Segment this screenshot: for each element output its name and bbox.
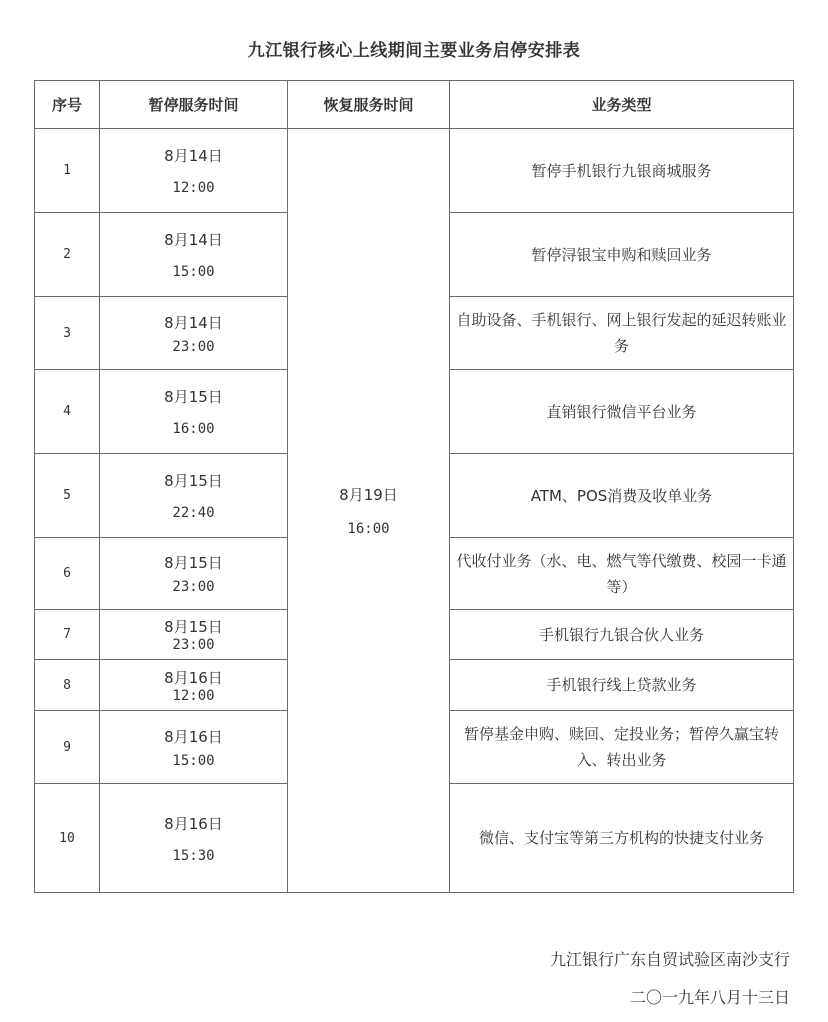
biz-type-cell: 微信、支付宝等第三方机构的快捷支付业务 [450,784,794,893]
stop-time-cell [100,370,288,454]
biz-type-cell: 手机银行线上贷款业务 [450,660,794,711]
resume-time: 16:00 [347,521,390,537]
stop-date: 8月16日 [164,814,223,833]
stop-time: 23:00 [172,637,215,653]
header-no: 序号 [35,81,100,129]
stop-date: 8月16日 [164,668,223,687]
biz-type-cell: 直销银行微信平台业务 [450,370,794,454]
biz-type-cell: 自助设备、手机银行、网上银行发起的延迟转账业务 [450,297,794,370]
stop-time: 15:00 [172,752,215,769]
schedule-table [34,80,794,893]
biz-type-cell: ATM、POS消费及收单业务 [450,454,794,538]
header-stop-time: 暂停服务时间 [100,81,288,129]
issue-date: 二〇一九年八月十三日 [629,988,790,1007]
row-number: 2 [35,213,100,297]
row-number: 9 [35,711,100,784]
resume-date: 8月19日 [339,486,398,504]
row-number: 7 [35,610,100,660]
biz-type-cell: 暂停浔银宝申购和赎回业务 [450,213,794,297]
stop-time-cell [100,454,288,538]
biz-type-cell: 暂停基金申购、赎回、定投业务；暂停久赢宝转入、转出业务 [450,711,794,784]
resume-time-cell [288,129,450,893]
stop-time-cell [100,538,288,610]
stop-time: 22:40 [172,505,215,521]
stop-time-cell [100,660,288,711]
row-number: 3 [35,297,100,370]
stop-date: 8月15日 [164,388,223,406]
stop-date: 8月15日 [164,472,223,490]
stop-date: 8月14日 [164,231,223,249]
biz-type-cell: 代收付业务（水、电、燃气等代缴费、校园一卡通等） [450,538,794,610]
stop-date: 8月14日 [164,147,223,165]
page-title: 九江银行核心上线期间主要业务启停安排表 [247,41,581,61]
row-number: 4 [35,370,100,454]
stop-time-cell [100,129,288,213]
stop-date: 8月15日 [164,554,223,572]
stop-time: 16:00 [172,421,215,437]
issuer-name: 九江银行广东自贸试验区南沙支行 [549,950,790,969]
row-number: 1 [35,129,100,213]
header-row [35,81,794,129]
stop-time: 12:00 [172,687,215,704]
stop-time-cell [100,610,288,660]
stop-time: 12:00 [172,180,215,196]
row-number: 6 [35,538,100,610]
stop-date: 8月15日 [164,618,223,636]
row-number: 5 [35,454,100,538]
stop-time-cell [100,297,288,370]
stop-time-cell [100,213,288,297]
stop-time: 23:00 [172,579,215,595]
biz-type-cell: 暂停手机银行九银商城服务 [450,129,794,213]
table-row [35,129,794,213]
stop-time-cell [100,784,288,893]
stop-date: 8月14日 [164,313,223,332]
stop-time: 15:00 [172,264,215,280]
stop-date: 8月16日 [164,727,223,746]
row-number: 10 [35,784,100,893]
stop-time: 15:30 [172,847,215,864]
biz-type-cell: 手机银行九银合伙人业务 [450,610,794,660]
header-resume-time: 恢复服务时间 [288,81,450,129]
header-biz-type: 业务类型 [450,81,794,129]
row-number: 8 [35,660,100,711]
stop-time-cell [100,711,288,784]
stop-time: 23:00 [172,338,215,355]
